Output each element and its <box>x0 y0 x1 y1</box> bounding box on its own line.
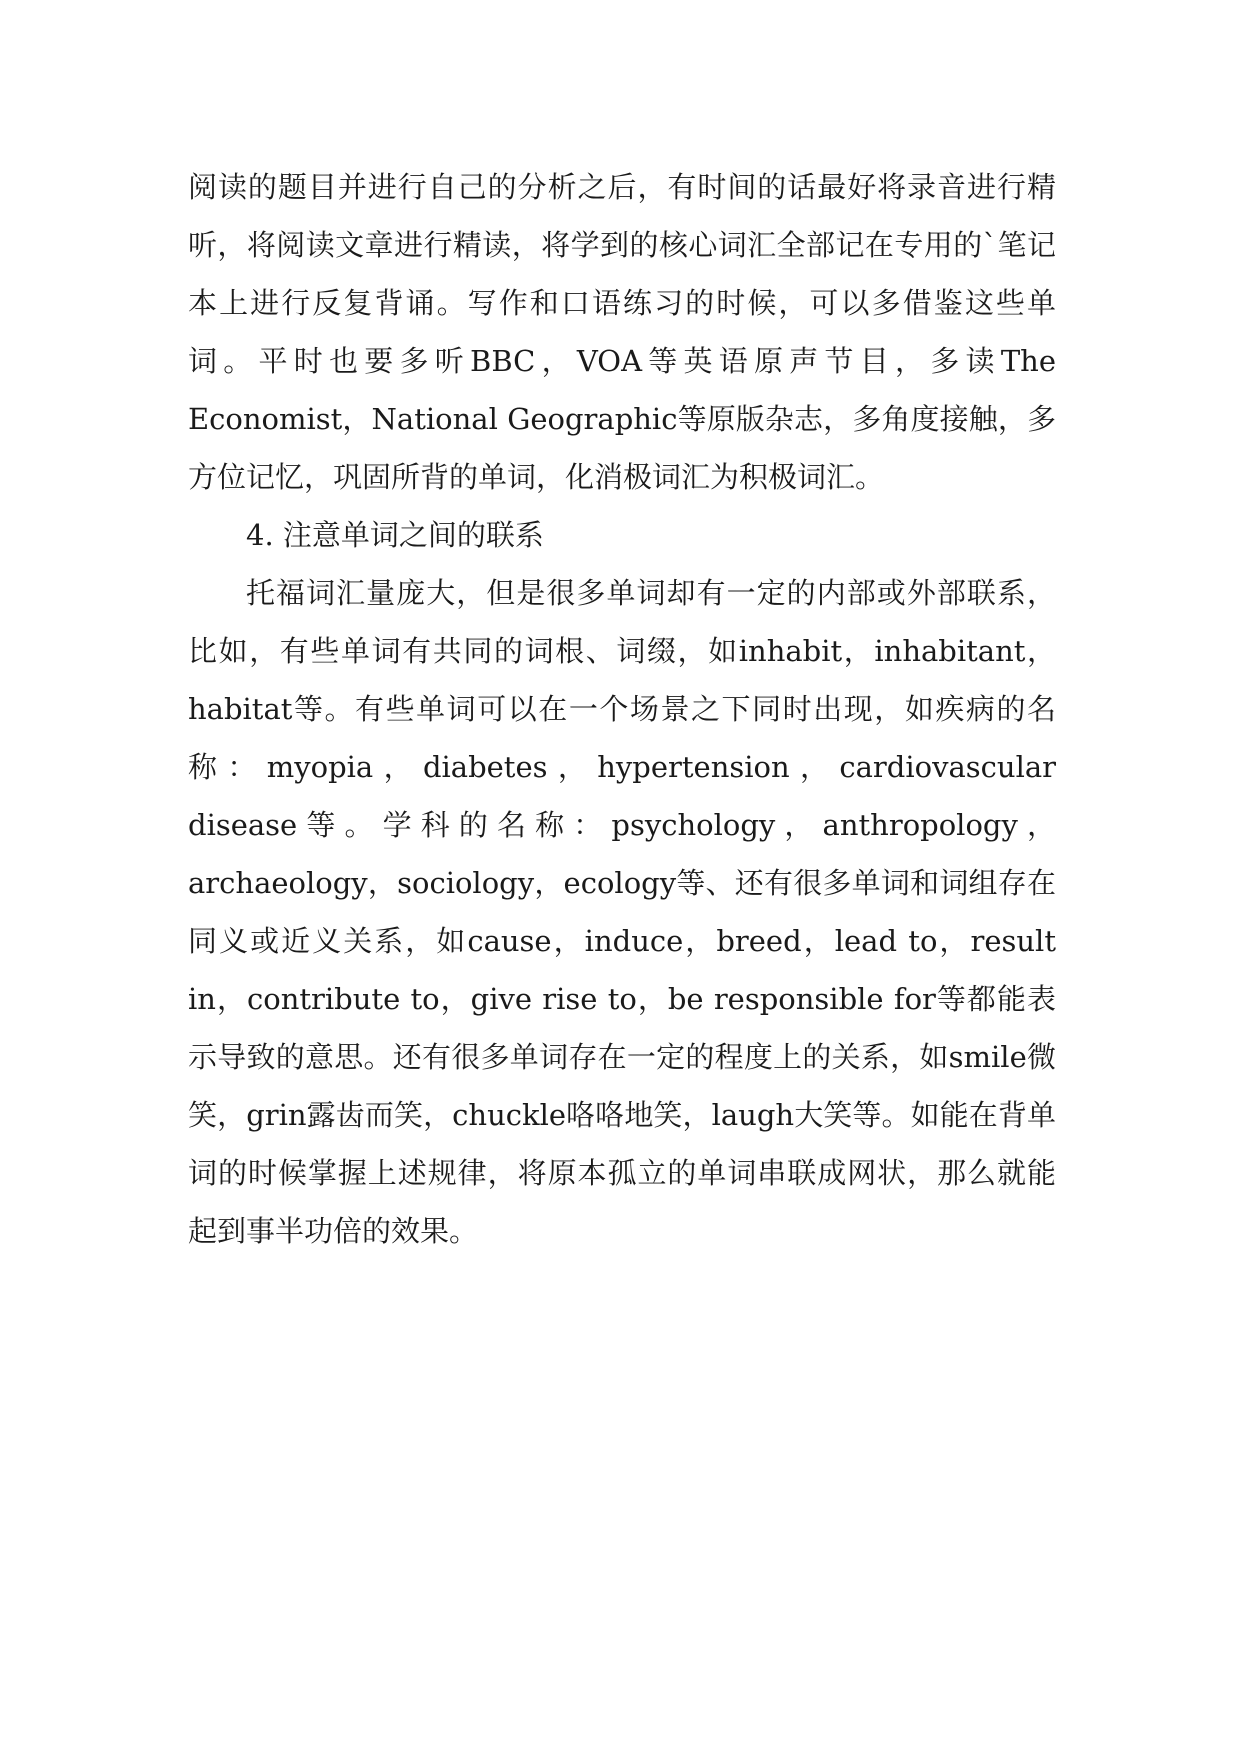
body-paragraph-continued: 阅读的题目并进行自己的分析之后，有时间的话最好将录音进行精听，将阅读文章进行精读，将学到的核心词汇全部记在专用的`笔记本上进行反复背诵。写作和口语练习的时候，可以多借鉴这些单词。平时也要多听BBC，VOA等英语原声节目，多读The Economist，National Geographic等原版杂志，多角度接触，多方位记忆，巩固所背的单词，化消极词汇为积极词汇。 <box>188 170 1056 494</box>
document-body <box>188 158 1056 1260</box>
section-heading: 4. 注意单词之间的联系 <box>246 518 544 552</box>
body-paragraph: 托福词汇量庞大，但是很多单词却有一定的内部或外部联系，比如，有些单词有共同的词根、词缀，如inhabit，inhabitant，habitat等。有些单词可以在一个场景之下同时出现，如疾病的名称：myopia，diabetes，hypertension，cardiovascular disease等。学科的名称：psychology，anthropology，archaeology，sociology，ecology等、还有很多单词和词组存在同义或近义关系，如cause，induce，breed，lead to，result in，contribute to，give rise to，be responsible for等都能表示导致的意思。还有很多单词存在一定的程度上的关系，如smile微笑，grin露齿而笑，chuckle咯咯地笑，laugh大笑等。如能在背单词的时候掌握上述规律，将原本孤立的单词串联成网状，那么就能起到事半功倍的效果。 <box>188 576 1056 1248</box>
